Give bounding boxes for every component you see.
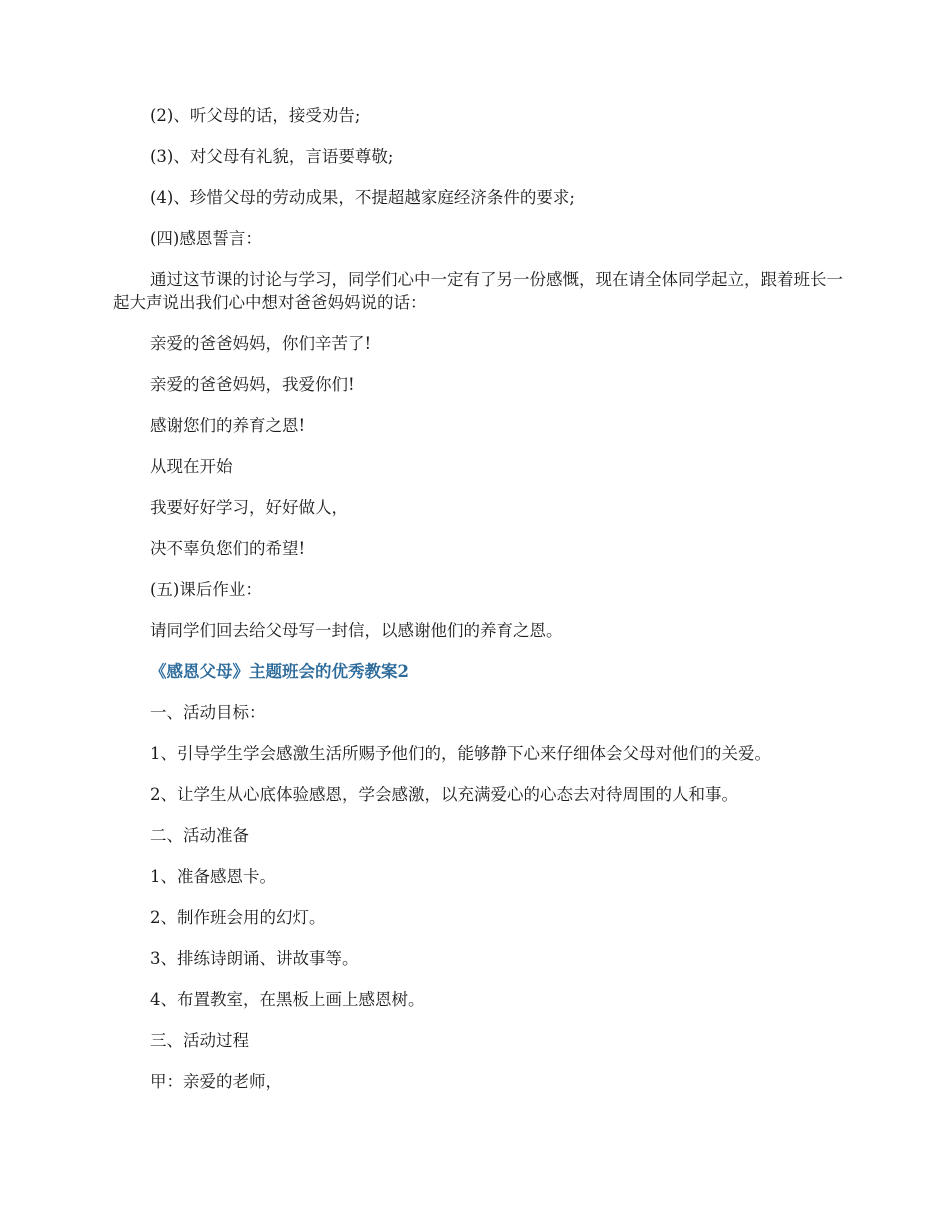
paragraph-activity-prep: 二、活动准备 <box>150 826 249 845</box>
paragraph-oath-line-2: 亲爱的爸爸妈妈，我爱你们! <box>150 375 355 394</box>
paragraph-oath-line-5: 我要好好学习，好好做人， <box>150 498 348 517</box>
paragraph-oath-title: (四)感恩誓言： <box>150 229 262 248</box>
paragraph-activity-goals: 一、活动目标： <box>150 703 266 722</box>
paragraph-prep-2: 2、制作班会用的幻灯。 <box>150 908 326 927</box>
paragraph-be-polite: (3)、对父母有礼貌，言语要尊敬; <box>150 147 394 166</box>
paragraph-homework-body: 请同学们回去给父母写一封信，以感谢他们的养育之恩。 <box>150 621 563 640</box>
document-page <box>113 104 843 1093</box>
paragraph-homework-title: (五)课后作业： <box>150 580 262 599</box>
paragraph-oath-line-1: 亲爱的爸爸妈妈，你们辛苦了! <box>150 334 372 353</box>
paragraph-prep-3: 3、排练诗朗诵、讲故事等。 <box>150 949 359 968</box>
section-heading-lesson-plan-2: 《感恩父母》主题班会的优秀教案2 <box>150 662 409 681</box>
paragraph-cherish-labor: (4)、珍惜父母的劳动成果，不提超越家庭经济条件的要求; <box>150 188 575 207</box>
paragraph-activity-process: 三、活动过程 <box>150 1031 249 1050</box>
paragraph-dialogue-start: 甲：亲爱的老师， <box>150 1072 282 1091</box>
paragraph-prep-1: 1、准备感恩卡。 <box>150 867 276 886</box>
paragraph-goal-2: 2、让学生从心底体验感恩，学会感激，以充满爱心的心态去对待周围的人和事。 <box>150 785 738 804</box>
paragraph-oath-line-6: 决不辜负您们的希望! <box>150 539 306 558</box>
paragraph-goal-1: 1、引导学生学会感激生活所赐予他们的，能够静下心来仔细体会父母对他们的关爱。 <box>150 744 771 763</box>
paragraph-listen-parents: (2)、听父母的话，接受劝告; <box>150 106 361 125</box>
paragraph-prep-4: 4、布置教室，在黑板上画上感恩树。 <box>150 990 425 1009</box>
paragraph-oath-line-4: 从现在开始 <box>150 457 233 476</box>
paragraph-oath-intro: 通过这节课的讨论与学习，同学们心中一定有了另一份感慨，现在请全体同学起立，跟着班长一起大声说出我们心中想对爸爸妈妈说的话： <box>113 270 843 312</box>
paragraph-oath-line-3: 感谢您们的养育之恩! <box>150 416 306 435</box>
